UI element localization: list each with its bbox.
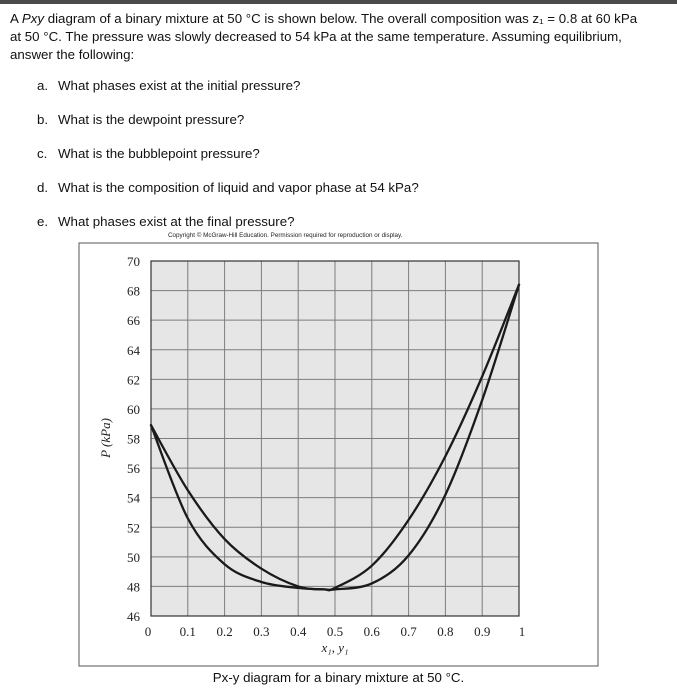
- question-label: b.: [37, 112, 49, 127]
- question-label: a.: [37, 78, 49, 93]
- copyright-notice: Copyright © McGraw-Hill Education. Permission required for reproduction or display.: [168, 232, 403, 239]
- intro-text: diagram of a binary mixture at 50 °C is shown below. The overall composition was z₁ = 0.8 at 60 kPa at 50 °C. The pressure was slowly decreased to 54 kPa at the same temperature. Assuming equilibrium, answer the following:: [10, 11, 638, 62]
- y-tick-label: 50: [127, 549, 140, 565]
- y-tick-labels: [127, 254, 141, 624]
- y-tick-label: 68: [127, 283, 140, 299]
- x-tick-label: 0.2: [216, 624, 233, 639]
- x-tick-label: 0.4: [290, 624, 307, 639]
- question-text: What is the bubblepoint pressure?: [58, 146, 260, 161]
- x-tick-label: 0: [144, 624, 152, 639]
- x-tick-labels: [145, 624, 526, 639]
- x-tick-label: 0.3: [253, 624, 270, 639]
- x-tick-label: 0.9: [474, 624, 491, 639]
- x-tick-label: 0.1: [179, 624, 196, 639]
- y-tick-label: 58: [127, 431, 140, 447]
- y-tick-label: 52: [127, 520, 140, 536]
- x-axis-label: x₁, y₁: [321, 640, 349, 655]
- y-tick-label: 60: [127, 401, 140, 417]
- y-tick-label: 64: [127, 342, 140, 358]
- intro-italic: Pxy: [21, 11, 45, 26]
- question-text: What is the composition of liquid and vapor phase at 54 kPa?: [58, 180, 419, 195]
- x-tick-label: 1: [518, 624, 526, 639]
- intro-prefix: A: [10, 11, 22, 26]
- figure-caption: Px-y diagram for a binary mixture at 50 °C.: [212, 670, 465, 685]
- y-axis-label: P (kPa): [98, 418, 113, 458]
- y-tick-label: 70: [127, 254, 140, 269]
- question-label: c.: [37, 146, 48, 161]
- y-tick-label: 48: [127, 579, 140, 595]
- x-tick-label: 0.5: [326, 624, 344, 639]
- x-tick-label: 0.7: [400, 624, 417, 639]
- y-tick-label: 46: [127, 609, 140, 624]
- y-tick-label: 66: [127, 313, 140, 329]
- y-tick-label: 56: [127, 461, 140, 477]
- y-tick-label: 54: [127, 490, 140, 506]
- question-text: What phases exist at the initial pressure?: [58, 78, 301, 93]
- x-tick-label: 0.6: [363, 624, 380, 639]
- question-label: e.: [37, 214, 49, 229]
- question-label: d.: [37, 180, 49, 195]
- x-tick-label: 0.8: [437, 624, 454, 639]
- question-text: What phases exist at the final pressure?: [58, 214, 295, 229]
- y-tick-label: 62: [127, 372, 140, 388]
- question-text: What is the dewpoint pressure?: [58, 112, 245, 127]
